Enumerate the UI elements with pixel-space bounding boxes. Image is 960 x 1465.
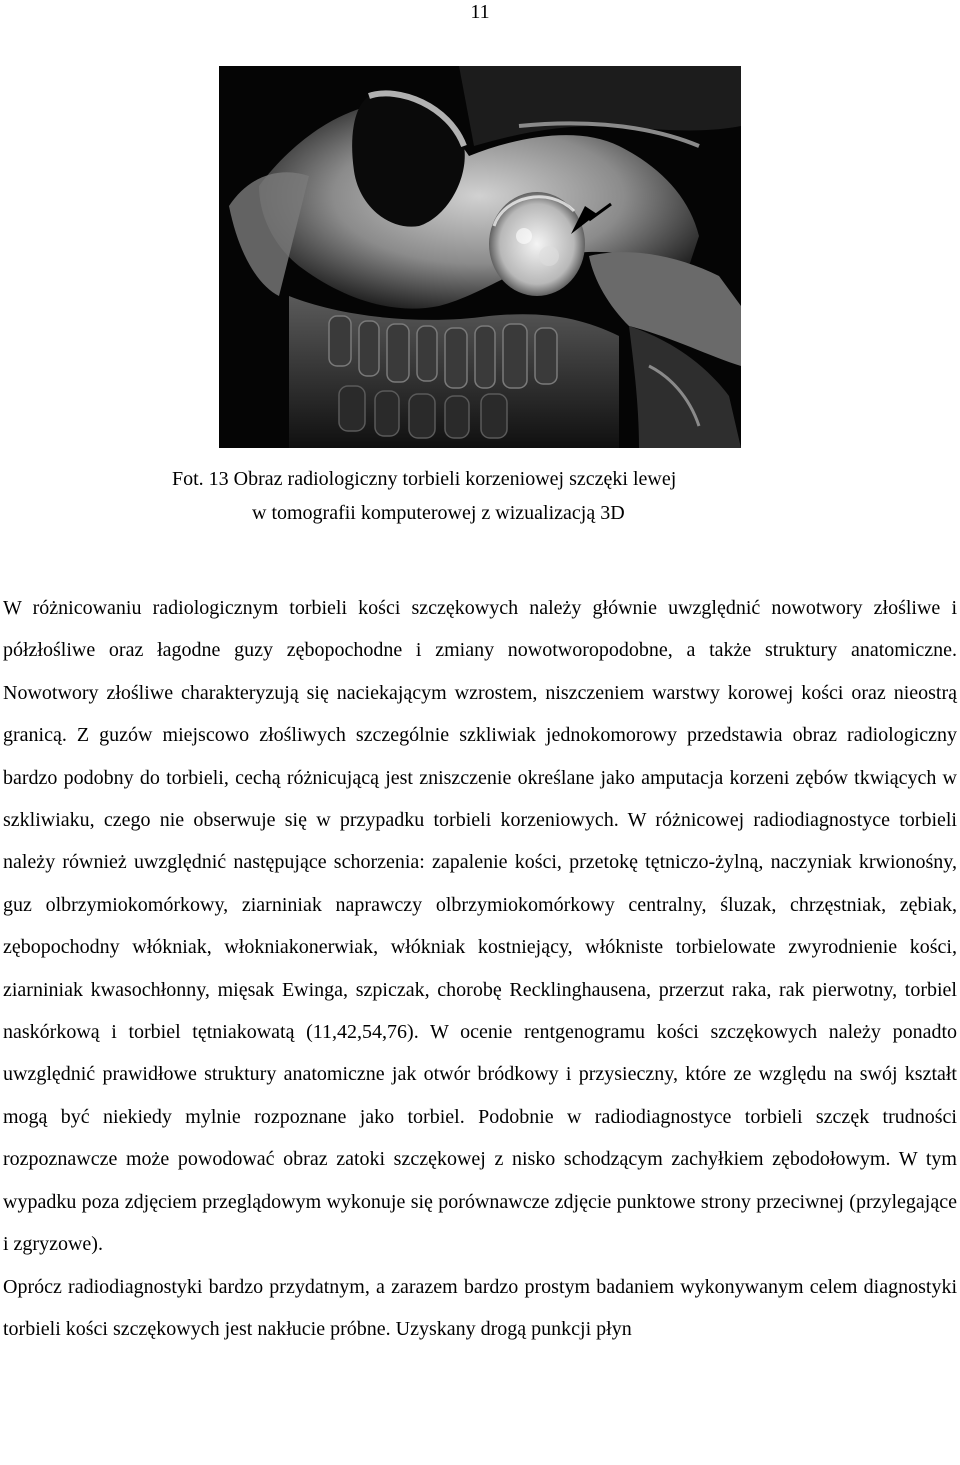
body-text [3,587,957,1350]
figure-caption [0,462,960,530]
page-number: 11 [470,1,490,23]
ct-scan-image [219,66,741,448]
caption-line-1: Fot. 13 Obraz radiologiczny torbieli korzeniowej szczęki lewej [172,468,677,490]
paragraph: W różnicowaniu radiologicznym torbieli kości szczękowych należy głównie uwzględnić nowotwory złośliwe i półzłośliwe oraz łagodne guzy zębopochodne i zmiany nowotworopodobne, a także struktury anatomiczne. Nowotwory złośliwe charakteryzują się naciekającym wzrostem, niszczeniem warstwy korowej kości oraz nieostrą granicą. Z guzów miejscowo złośliwych szczególnie szkliwiak jednokomorowy przedstawia obraz radiologiczny bardzo podobny do torbieli, cechą różnicującą jest zniszczenie określane jako amputacja korzeni zębów tkwiących w szkliwiaku, czego nie obserwuje się w przypadku torbieli korzeniowych. W różnicowej radiodiagnostyce torbieli należy również uwzględnić następujące schorzenia: zapalenie kości, przetokę tętniczo-żylną, naczyniak krwionośny, guz olbrzymiokomórkowy, ziarniniak naprawczy olbrzymiokomórkowy centralny, śluzak, chrzęstniak, zębiak, zębopochodny włókniak, włokniakonerwiak, włókniak kostniejący, włókniste torbielowate zwyrodnienie kości, ziarniniak kwasochłonny, mięsak Ewinga, szpiczak, chorobę Recklinghausena, przerzut raka, rak pierwotny, torbiel naskórkową i torbiel tętniakowatą (11,42,54,76). W ocenie rentgenogramu kości szczękowych należy ponadto uwzględnić prawidłowe struktury anatomiczne jak otwór bródkowy i przysieczny, które ze względu na swój kształt mogą być niekiedy mylnie rozpoznane jako torbiel. Podobnie w radiodiagnostyce torbieli szczęk trudności rozpoznawcze może powodować obraz zatoki szczękowej z nisko schodzącym zachyłkiem zębodołowym. W tym wypadku poza zdjęciem przeglądowym wykonuje się porównawcze zdjęcie punktowe strony przeciwnej (przylegające i zgryzowe). [3,597,957,1256]
ct-scan-illustration [219,66,741,448]
caption-line-2: w tomografii komputerowej z wizualizacją 3D [252,502,625,524]
paragraph: Oprócz radiodiagnostyki bardzo przydatnym, a zarazem bardzo prostym badaniem wykonywanym celem diagnostyki torbieli kości szczękowych jest nakłucie próbne. Uzyskany drogą punkcji płyn [3,1275,957,1340]
